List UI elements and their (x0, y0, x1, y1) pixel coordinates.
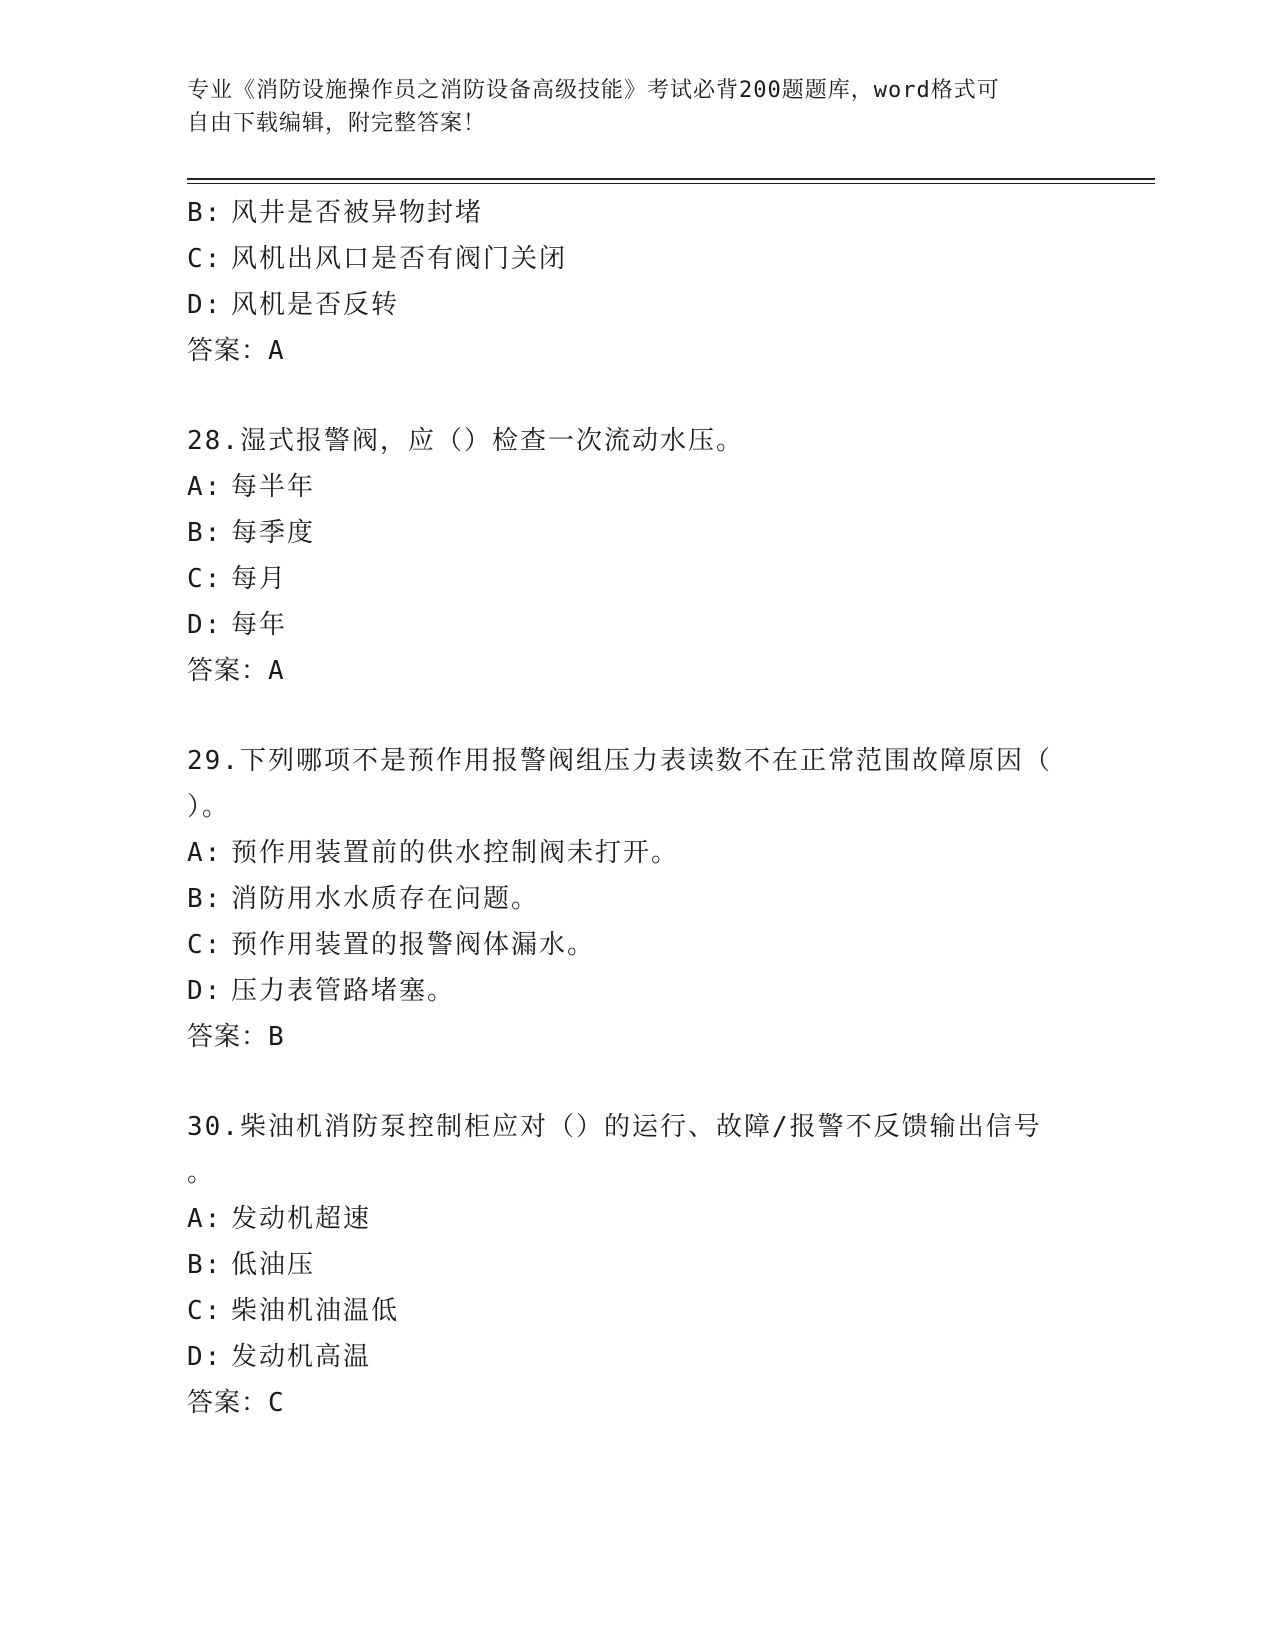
answer-line: 答案：A (187, 656, 285, 686)
option-label: B: (187, 518, 223, 548)
option-label: D: (187, 610, 223, 640)
question-30 (187, 1104, 1077, 1426)
option-c (187, 236, 1077, 282)
option-text: 风机出风口是否有阀门关闭 (231, 244, 568, 274)
option-text: 压力表管路堵塞。 (231, 976, 456, 1006)
option-c (187, 1288, 1077, 1334)
option-a (187, 1196, 1077, 1242)
option-text: 发动机超速 (231, 1204, 372, 1234)
option-text: 预作用装置前的供水控制阀未打开。 (231, 838, 680, 868)
question-29 (187, 738, 1077, 1060)
option-text: 每年 (231, 610, 288, 640)
option-label: B: (187, 1250, 223, 1280)
option-b (187, 1242, 1077, 1288)
option-text: 柴油机油温低 (231, 1296, 400, 1326)
option-label: A: (187, 838, 223, 868)
option-label: D: (187, 290, 223, 320)
option-label: A: (187, 1204, 223, 1234)
option-text: 预作用装置的报警阀体漏水。 (231, 930, 596, 960)
option-d (187, 968, 1077, 1014)
option-text: 每半年 (231, 472, 316, 502)
option-d (187, 1334, 1077, 1380)
answer-line: 答案：A (187, 336, 285, 366)
document-header (187, 74, 1077, 140)
option-label: C: (187, 564, 223, 594)
option-text: 发动机高温 (231, 1342, 372, 1372)
option-label: C: (187, 244, 223, 274)
question-stem: 29.下列哪项不是预作用报警阀组压力表读数不在正常范围故障原因（ (187, 746, 1052, 776)
option-text: 低油压 (231, 1250, 316, 1280)
option-label: B: (187, 884, 223, 914)
option-label: C: (187, 930, 223, 960)
option-a (187, 830, 1077, 876)
header-line-1: 专业《消防设施操作员之消防设备高级技能》考试必背200题题库，word格式可 (187, 78, 1000, 103)
option-d (187, 602, 1077, 648)
option-d (187, 282, 1077, 328)
question-28 (187, 418, 1077, 694)
option-label: C: (187, 1296, 223, 1326)
option-text: 风机是否反转 (231, 290, 400, 320)
answer-line: 答案：C (187, 1388, 285, 1418)
option-label: D: (187, 1342, 223, 1372)
question-stem: 30.柴油机消防泵控制柜应对（）的运行、故障/报警不反馈输出信号 (187, 1112, 1042, 1142)
question-stem: 28.湿式报警阀，应（）检查一次流动水压。 (187, 426, 744, 456)
option-label: A: (187, 472, 223, 502)
option-label: B: (187, 198, 223, 228)
option-text: 每季度 (231, 518, 316, 548)
option-c (187, 922, 1077, 968)
question-stem-continuation: 。 (187, 1158, 216, 1188)
option-b (187, 510, 1077, 556)
answer-line: 答案：B (187, 1022, 285, 1052)
option-a (187, 464, 1077, 510)
option-b (187, 190, 1077, 236)
option-text: 每月 (231, 564, 288, 594)
header-divider-thin (187, 183, 1155, 184)
question-27-tail (187, 190, 1077, 374)
header-divider-thick (187, 178, 1155, 180)
option-text: 消防用水水质存在问题。 (231, 884, 540, 914)
header-line-2: 自由下载编辑，附完整答案！ (187, 111, 487, 136)
option-text: 风井是否被异物封堵 (231, 198, 484, 228)
question-stem-continuation: ）。 (187, 792, 231, 822)
option-b (187, 876, 1077, 922)
option-label: D: (187, 976, 223, 1006)
question-content (187, 190, 1077, 1426)
option-c (187, 556, 1077, 602)
